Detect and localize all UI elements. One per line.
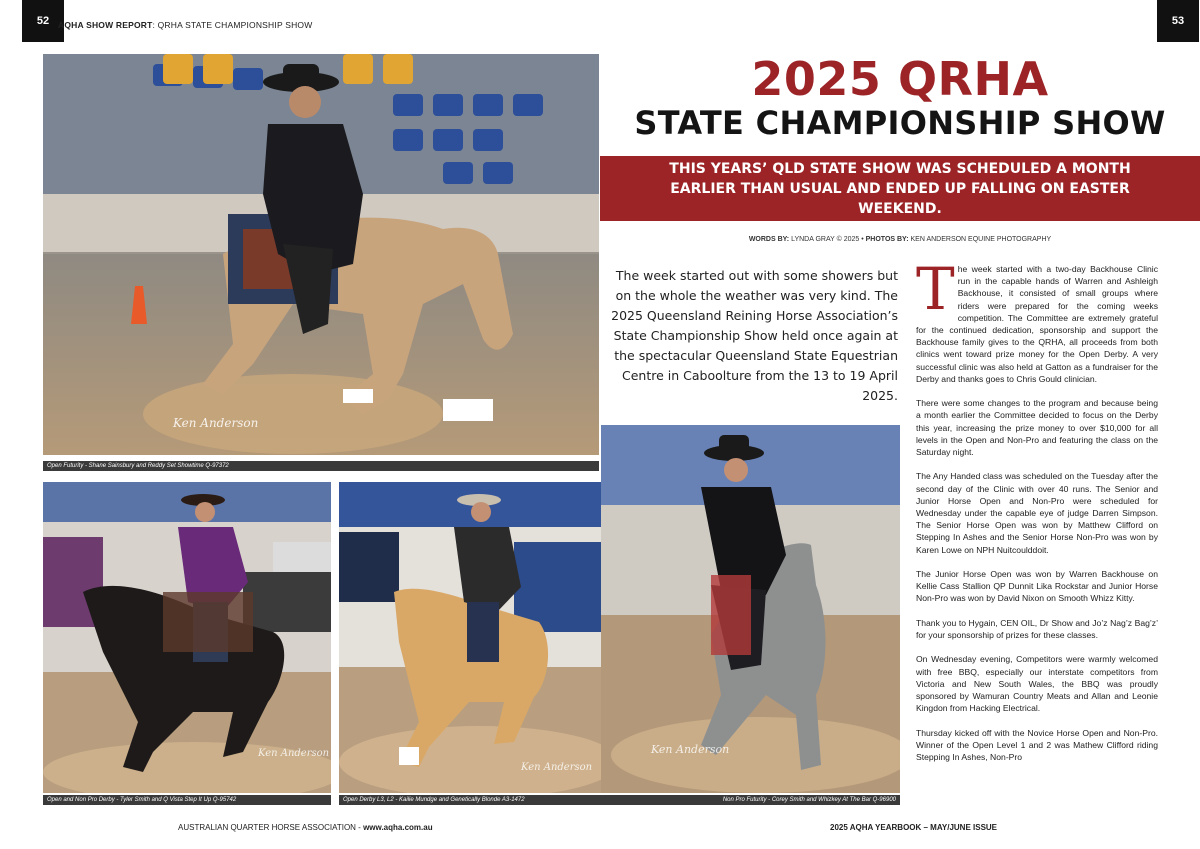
page-number-right: 53 bbox=[1157, 0, 1199, 42]
photo-derby-tyler-smith bbox=[43, 482, 331, 793]
footer-org: AUSTRALIAN QUARTER HORSE ASSOCIATION - bbox=[178, 823, 364, 832]
article-body bbox=[916, 255, 1158, 775]
body-paragraph bbox=[916, 255, 1158, 385]
running-header bbox=[58, 20, 312, 30]
page-title: 2025 QRHA bbox=[751, 52, 1049, 106]
photo-watermark: Ken Anderson bbox=[258, 748, 330, 759]
standfirst-banner: THIS YEARS’ QLD STATE SHOW WAS SCHEDULED A MONTH EARLIER THAN USUAL AND ENDED UP FALLING ON EASTER WEEKEND. bbox=[600, 156, 1200, 221]
photo-caption: Open Derby L3, L2 - Kailie Mundge and Genetically Blonde A3-1472 bbox=[339, 795, 529, 805]
photo-open-futurity bbox=[43, 54, 599, 455]
photo-watermark: Ken Anderson bbox=[173, 416, 259, 430]
footer-left bbox=[178, 823, 433, 832]
body-paragraph: The Any Handed class was scheduled on the Tuesday after the second day of the Clinic with over 40 runs. The Senior and Junior Horse Open and Non-Pro were scheduled for Wednesday under the capable eye of judge Darren Simpson. The Senior Horse Open was won by Matthew Clifford on Stepping In Ashes and the Senior Horse Non-Pro was won by Karen Lowe on NPH Nuitcoulddoit. bbox=[916, 471, 1158, 555]
page-subtitle: STATE CHAMPIONSHIP SHOW bbox=[634, 104, 1166, 142]
page-number-left: 52 bbox=[22, 0, 64, 42]
photo-non-pro-futurity bbox=[601, 425, 900, 793]
photo-caption: Open and Non Pro Derby - Tyler Smith and Q Vista Step It Up Q-95742 bbox=[43, 795, 331, 805]
body-paragraph: The Junior Horse Open was won by Warren Backhouse on Kellie Cass Stallion QP Dunnit Lika Rockstar and Junior Horse Non-Pro was won by David Nixon on Smooth Whizz Kitty. bbox=[916, 569, 1158, 604]
body-paragraph: Thursday kicked off with the Novice Horse Open and Non-Pro. Winner of the Open Level 1 and 2 was Mathew Clifford riding Stepping In Ashes, Non-Pro bbox=[916, 727, 1158, 763]
drop-cap: T bbox=[916, 255, 955, 323]
photo-caption: Open Futurity - Shane Sainsbury and Reddy Set Showtime Q-97372 bbox=[43, 461, 599, 471]
body-first-text: he week started with a two-day Backhouse Clinic run in the capable hands of Warren and Ashleigh Backhouse, it consisted of small groups where riders were prepared for the coming weeks competition. The Committee are extremely grateful for the continued dedication, sponsorship and support the Backhouse family gives to the QRHA, all proceeds from both clinics went toward prize money for the Open Derby. A very successful clinic was also held at Gatton as a fundraiser for the Derby and thanks goes to Chris Gould clinician. bbox=[916, 264, 1158, 384]
intro-paragraph: The week started out with some showers but on the whole the weather was very kind. The 2025 Queensland Reining Horse Association’s State Championship Show held once again at the spectacular Queensland State Equestrian Centre in Caboolture from the 13 to 19 April 2025. bbox=[611, 268, 898, 403]
photo-watermark: Ken Anderson bbox=[651, 743, 730, 756]
words-value: LYNDA GRAY © 2025 • bbox=[789, 236, 866, 243]
photos-value: KEN ANDERSON EQUINE PHOTOGRAPHY bbox=[908, 236, 1052, 243]
header-separator: : bbox=[152, 20, 158, 30]
header-subsection: QRHA STATE CHAMPIONSHIP SHOW bbox=[157, 20, 313, 30]
byline bbox=[600, 236, 1200, 243]
header-section-label: AQHA SHOW REPORT bbox=[58, 20, 153, 30]
body-paragraph: On Wednesday evening, Competitors were warmly welcomed with free BBQ, especially our interstate competitors from Victoria and New South Wales, the BBQ was proudly sponsored by Wamuran Country Meats and Allan and Leonie Kingdon from Hacking Electrical. bbox=[916, 654, 1158, 714]
words-label: WORDS BY: bbox=[748, 236, 790, 243]
footer-url-link[interactable]: www.aqha.com.au bbox=[363, 823, 433, 832]
photo-derby-kailie-mundge bbox=[339, 482, 601, 793]
footer-right: 2025 AQHA YEARBOOK – MAY/JUNE ISSUE bbox=[830, 823, 998, 832]
body-paragraph: Thank you to Hygain, CEN OIL, Dr Show and Jo’z Nag’z Bag’z’ for your sponsorship of prizes for these classes. bbox=[916, 617, 1158, 641]
body-paragraph: There were some changes to the program and because being a month earlier the Committee decided to focus on the Derby this year, increasing the prize money to over $10,000 for all levels in the Open and Non-Pro and featuring the class on the Saturday night. bbox=[916, 398, 1158, 458]
photo-watermark: Ken Anderson bbox=[521, 762, 593, 773]
photo-caption: Non Pro Futurity - Corey Smith and Whizkey At The Bar Q-96900 bbox=[529, 795, 900, 805]
photos-label: PHOTOS BY: bbox=[865, 236, 909, 243]
